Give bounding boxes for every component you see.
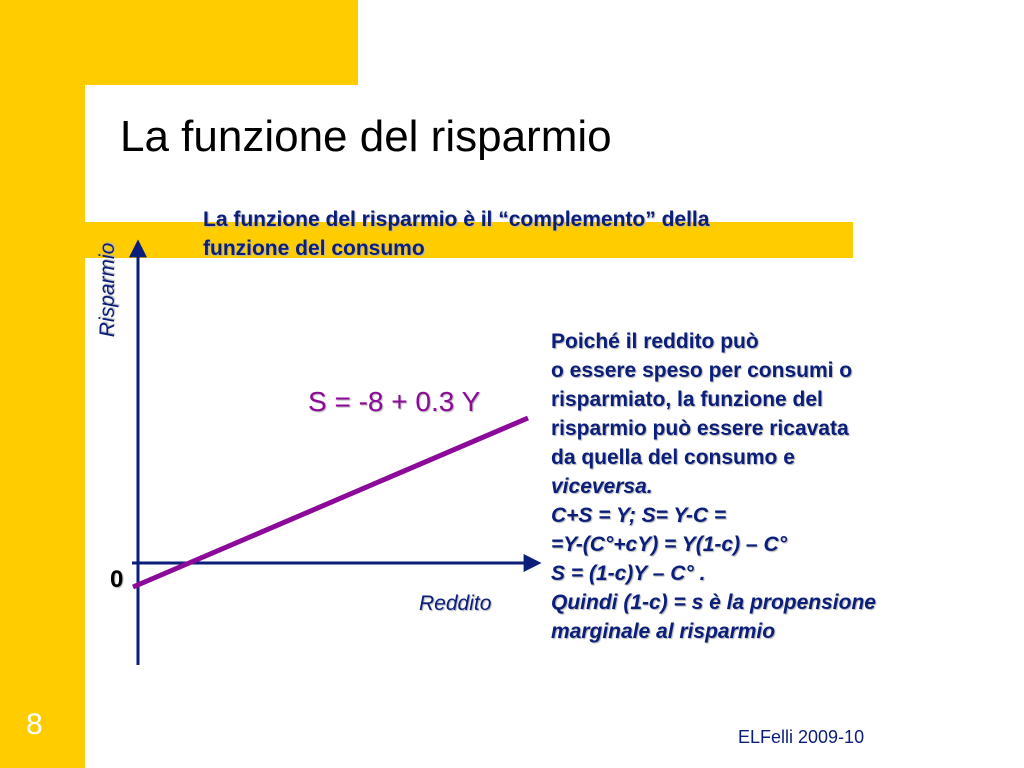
explanation-line: da quella del consumo e <box>551 446 795 469</box>
explanation-formula: =Y-(C°+cY) = Y(1-c) – C° <box>551 533 788 556</box>
saving-equation: S = -8 + 0.3 Y <box>308 386 481 417</box>
explanation-conclusion: marginale al risparmio <box>551 620 776 643</box>
explanation-formula: C+S = Y; S= Y-C = <box>551 504 727 527</box>
subtitle-line: La funzione del risparmio è il “complemento” della <box>203 208 710 231</box>
explanation-line: risparmiato, la funzione del <box>551 388 823 411</box>
explanation-line: risparmio può essere ricavata <box>551 417 849 440</box>
explanation-conclusion: Quindi (1-c) = s è la propensione <box>551 591 876 614</box>
subtitle-line: funzione del consumo <box>203 237 425 260</box>
slide-number: 8 <box>26 708 43 741</box>
origin-label: 0 <box>110 566 124 593</box>
x-axis-label: Reddito <box>419 592 492 615</box>
explanation-line: o essere speso per consumi o <box>551 359 853 382</box>
explanation-formula: S = (1-c)Y – C° . <box>551 562 706 585</box>
footer-credit: ELFelli 2009-10 <box>738 727 865 747</box>
explanation-text <box>551 327 1011 646</box>
explanation-line: Poiché il reddito può <box>551 330 759 353</box>
slide-title: La funzione del risparmio <box>120 112 612 161</box>
explanation-line: viceversa. <box>551 475 653 498</box>
y-axis-label: Risparmio <box>96 242 119 338</box>
